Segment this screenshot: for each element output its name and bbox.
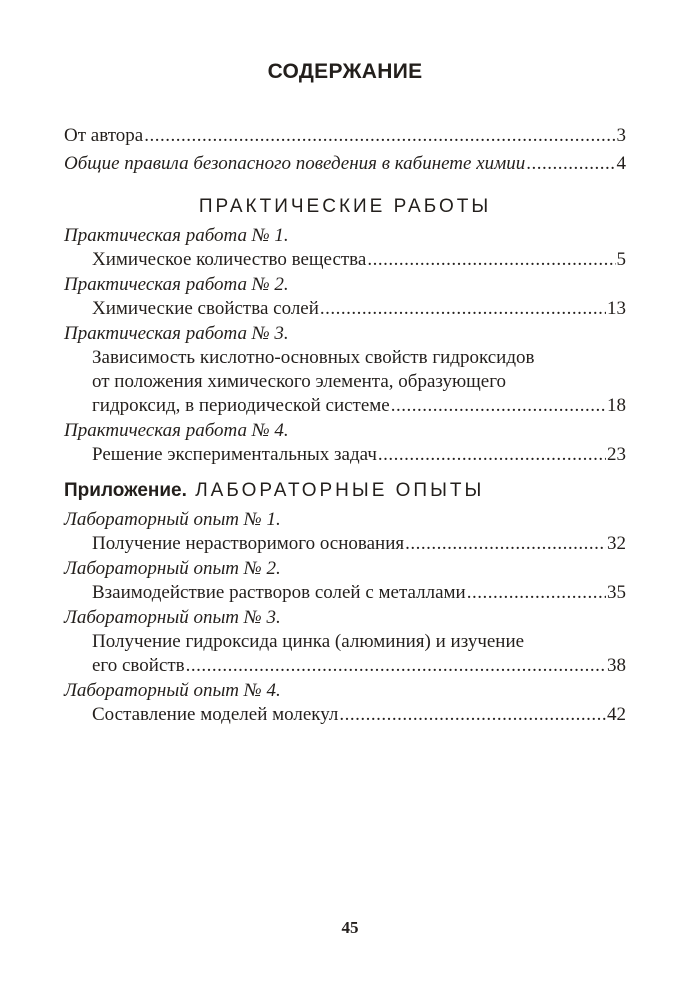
appendix-title: ЛАБОРАТОРНЫЕ ОПЫТЫ <box>195 480 485 501</box>
section-heading-practical: ПРАКТИЧЕСКИЕ РАБОТЫ <box>198 196 492 217</box>
leader-dots <box>391 394 606 418</box>
entry-title: Решение экспериментальных задач <box>92 444 377 465</box>
toc-entry-lab-3[interactable] <box>92 654 626 678</box>
practical-2-label: Практическая работа № 2. <box>64 274 289 295</box>
lab-3-label: Лабораторный опыт № 3. <box>64 607 281 628</box>
toc-entry-lab-4[interactable] <box>92 703 626 727</box>
entry-page: 35 <box>607 582 626 603</box>
toc-entry-lab-1[interactable] <box>92 532 626 556</box>
practical-3-line-2: от положения химического элемента, образующего <box>92 371 507 392</box>
entry-title: Химическое количество вещества <box>92 249 367 270</box>
practical-3-label: Практическая работа № 3. <box>64 323 289 344</box>
lab-1-label: Лабораторный опыт № 1. <box>64 509 281 530</box>
toc-entry-practical-1[interactable] <box>92 248 626 272</box>
entry-title: От автора <box>64 125 144 146</box>
toc-entry-lab-2[interactable] <box>92 581 626 605</box>
leader-dots <box>339 703 606 727</box>
page-title: СОДЕРЖАНИЕ <box>267 60 423 83</box>
leader-dots <box>144 124 615 148</box>
leader-dots <box>378 443 606 467</box>
practical-4-label: Практическая работа № 4. <box>64 420 289 441</box>
entry-page: 4 <box>616 153 626 174</box>
toc-entry-practical-4[interactable] <box>92 443 626 467</box>
entry-page: 32 <box>607 533 626 554</box>
lab-3-line-1: Получение гидроксида цинка (алюминия) и изучение <box>92 631 525 652</box>
leader-dots <box>405 532 606 556</box>
lab-2-label: Лабораторный опыт № 2. <box>64 558 281 579</box>
leader-dots <box>367 248 615 272</box>
entry-title: Получение нерастворимого основания <box>92 533 405 554</box>
entry-title: Составление моделей молекул <box>92 704 339 725</box>
toc-entry-practical-2[interactable] <box>92 297 626 321</box>
practical-1-label: Практическая работа № 1. <box>64 225 289 246</box>
entry-page: 42 <box>607 704 626 725</box>
entry-page: 38 <box>607 655 626 676</box>
entry-page: 18 <box>607 395 626 416</box>
entry-page: 23 <box>607 444 626 465</box>
practical-3-line-1: Зависимость кислотно-основных свойств гидроксидов <box>92 347 535 368</box>
entry-title: Химические свойства солей <box>92 298 319 319</box>
entry-title: его свойств <box>92 655 185 676</box>
entry-page: 3 <box>616 125 626 146</box>
toc-entry-safety-rules[interactable] <box>64 152 626 176</box>
appendix-label: Приложение. <box>64 480 187 501</box>
entry-title: Общие правила безопасного поведения в кабинете химии <box>64 153 526 174</box>
leader-dots <box>526 152 615 176</box>
leader-dots <box>320 297 606 321</box>
entry-title: Взаимодействие растворов солей с металлами <box>92 582 466 603</box>
entry-title: гидроксид, в периодической системе <box>92 395 390 416</box>
lab-4-label: Лабораторный опыт № 4. <box>64 680 281 701</box>
toc-entry-author[interactable] <box>64 124 626 148</box>
leader-dots <box>467 581 606 605</box>
entry-page: 5 <box>616 249 626 270</box>
page-number: 45 <box>341 918 359 937</box>
toc-entry-practical-3[interactable] <box>92 394 626 418</box>
entry-page: 13 <box>607 298 626 319</box>
section-heading-appendix <box>64 480 484 502</box>
leader-dots <box>186 654 606 678</box>
